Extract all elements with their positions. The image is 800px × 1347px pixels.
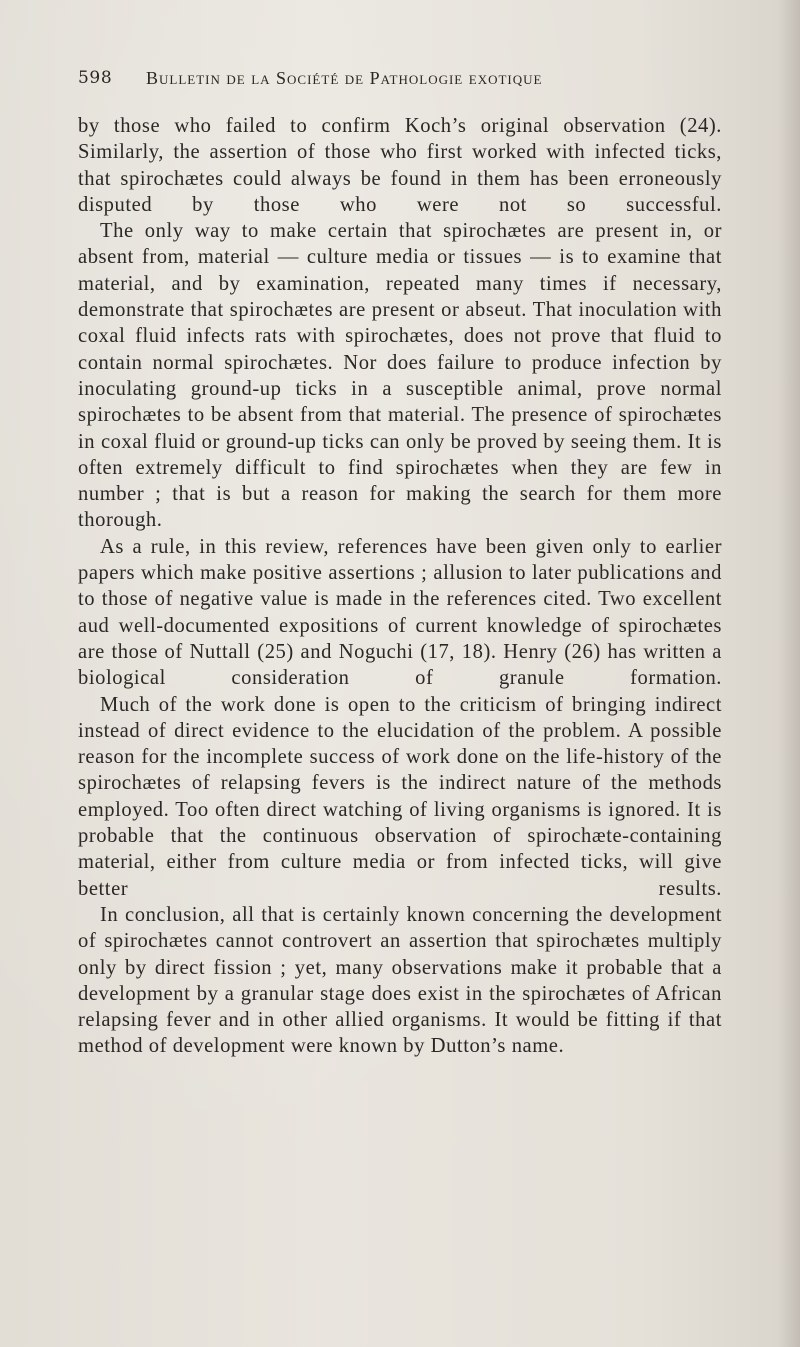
- paragraph-2: The only way to make certain that spirochætes are present in, or absent from, material — culture media or tissues — is to examine that material, and by examination, repeated many times if necessary, demonstrate that spirochætes are present or abseut. That inoculation with coxal fluid infects rats with spirochætes, does not prove that fluid to contain normal spirochætes. Nor does failure to produce infection by inoculating ground-up ticks in a susceptible animal, prove normal spirochætes to be absent from that material. The presence of spirochætes in coxal fluid or ground-up ticks can only be proved by seeing them. It is often extremely difficult to find spirochætes when they are few in number ; that is but a reason for making the search for them more thorough.: [78, 220, 722, 532]
- journal-title: Bulletin de la Société de Pathologie exotique: [146, 68, 543, 88]
- running-head: [78, 68, 728, 94]
- paragraph-4: Much of the work done is open to the criticism of bringing indirect instead of direct evidence to the elucidation of the problem. A possible reason for the incomplete success of work done on the life-history of the spirochætes of relapsing fevers is the indirect nature of the methods employed. Too often direct watching of living organisms is ignored. It is probable that the continuous observation of spirochæte-containing material, either from culture media or from infected ticks, will give better results.: [78, 693, 722, 900]
- body-text: [78, 113, 722, 1060]
- paragraph-1: by those who failed to confirm Koch’s original observation (24). Similarly, the assertion of those who first worked with infected ticks, that spirochætes could always be found in them has been erroneously disputed by those who were not so successful.: [78, 115, 722, 216]
- page-number: 598: [78, 68, 113, 88]
- page-edge-shadow: [778, 0, 800, 1347]
- paragraph-5: In conclusion, all that is certainly known concerning the development of spirochætes cannot controvert an assertion that spirochætes multiply only by direct fission ; yet, many observations make it probable that a development by a granular stage does exist in the spirochætes of African relapsing fever and in other allied organisms. It would be fitting if that method of development were known by Dutton’s name.: [78, 903, 722, 1058]
- paragraph-3: As a rule, in this review, references have been given only to earlier papers which make positive assertions ; allusion to later publications and to those of negative value is made in the references cited. Two excellent aud well-documented expositions of current knowledge of spirochætes are those of Nuttall (25) and Noguchi (17, 18). Henry (26) has written a biological consideration of granule formation.: [78, 535, 722, 690]
